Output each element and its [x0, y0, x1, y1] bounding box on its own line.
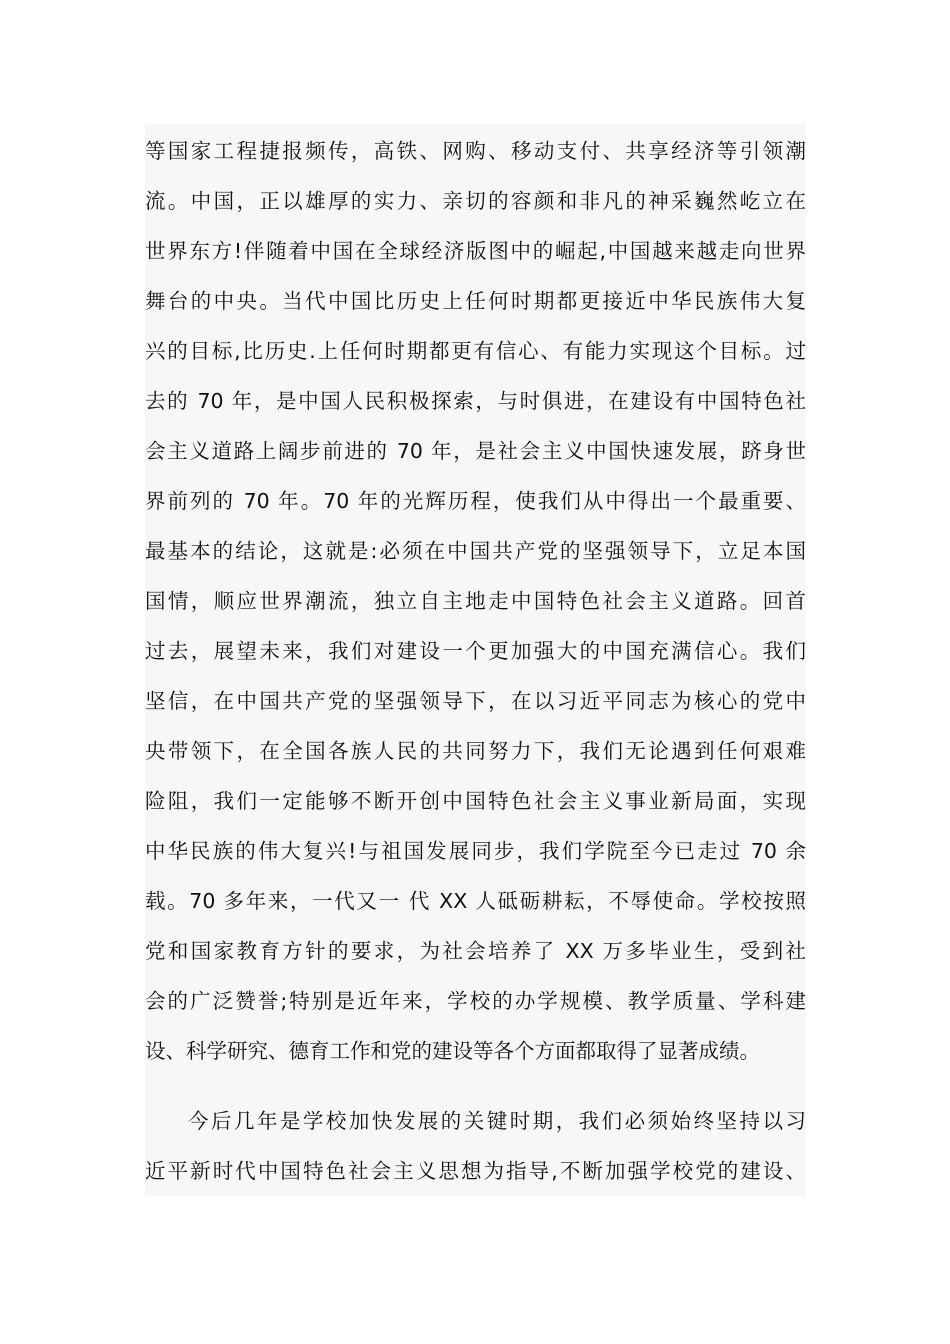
- text-line: 国情，顺应世界潮流，独立自主地走中国特色社会主义道路。回首: [145, 589, 806, 613]
- text-line: 党和国家教育方针的要求，为社会培养了 XX 万多毕业生，受到社: [145, 939, 806, 963]
- paragraph-spacer: [145, 1076, 806, 1096]
- paragraph-2: [145, 1096, 806, 1196]
- text-line: 流。中国，正以雄厚的实力、亲切的容颜和非凡的神采巍然屹立在: [145, 189, 806, 213]
- text-line: 载。70 多年来，一代又一 代 XX 人砥砺耕耘，不辱使命。学校按照: [145, 889, 806, 913]
- text-line: 设、科学研究、德育工作和党的建设等各个方面都取得了显著成绩。: [145, 1039, 760, 1063]
- text-line: 今后几年是学校加快发展的关键时期，我们必须始终坚持以习: [188, 1109, 806, 1133]
- text-line: 会的广泛赞誉;特别是近年来，学校的办学规模、教学质量、学科建: [145, 989, 806, 1013]
- text-line: 央带领下，在全国各族人民的共同努力下，我们无论遇到任何艰难: [145, 739, 806, 763]
- text-line: 会主义道路上阔步前进的 70 年，是社会主义中国快速发展，跻身世: [145, 439, 806, 463]
- text-line: 舞台的中央。当代中国比历史上任何时期都更接近中华民族伟大复: [145, 289, 806, 313]
- paragraph-1: [145, 126, 806, 1076]
- text-line: 近平新时代中国特色社会主义思想为指导,不断加强学校党的建设、: [145, 1159, 806, 1183]
- text-line: 过去，展望未来，我们对建设一个更加强大的中国充满信心。我们: [145, 639, 806, 663]
- text-line: 最基本的结论，这就是:必须在中国共产党的坚强领导下，立足本国: [145, 539, 806, 563]
- text-line: 世界东方!伴随着中国在全球经济版图中的崛起,中国越来越走向世界: [145, 239, 806, 263]
- text-line: 中华民族的伟大复兴!与祖国发展同步，我们学院至今已走过 70 余: [145, 839, 806, 863]
- text-line: 坚信，在中国共产党的坚强领导下，在以习近平同志为核心的党中: [145, 689, 806, 713]
- text-line: 等国家工程捷报频传，高铁、网购、移动支付、共享经济等引领潮: [145, 139, 806, 163]
- text-line: 兴的目标,比历史.上任何时期都更有信心、有能力实现这个目标。过: [145, 339, 806, 363]
- text-line: 界前列的 70 年。70 年的光辉历程，使我们从中得出一个最重要、: [145, 489, 806, 513]
- text-line: 险阻，我们一定能够不断开创中国特色社会主义事业新局面，实现: [145, 789, 806, 813]
- text-line: 去的 70 年，是中国人民积极探索，与时俱进，在建设有中国特色社: [145, 389, 806, 413]
- text-body: [145, 124, 806, 1196]
